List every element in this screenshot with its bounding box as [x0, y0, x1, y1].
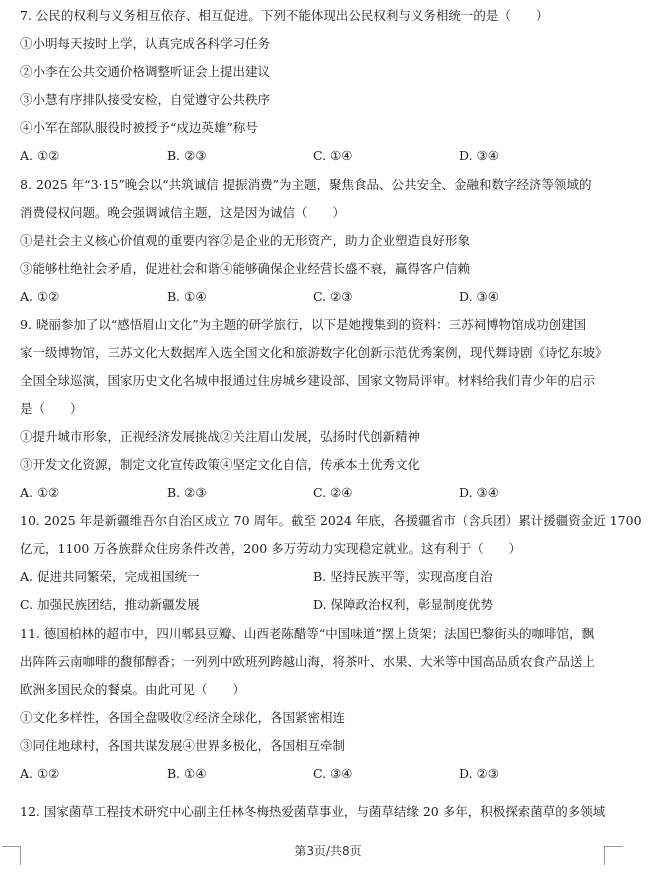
q11-stem-line-1: 11. 德国柏林的超市中，四川郫县豆瓣、山西老陈醋等“中国味道”摆上货架；法国巴黎街头的咖啡馆，飘: [20, 626, 595, 641]
q10-option-a: A. 促进共同繁荣，完成祖国统一: [20, 569, 200, 584]
q8-item-line-1: ①是社会主义核心价值观的重要内容②是企业的无形资产，助力企业塑造良好形象: [20, 233, 471, 248]
q8-option-d: D. ③④: [459, 289, 499, 304]
q11-stem-line-2: 出阵阵云南咖啡的馥郁醇香；一列列中欧班列跨越山海，将茶叶、水果、大米等中国高品质农食产品送上: [20, 654, 596, 669]
q9-stem-line-1: 9. 晓丽参加了以“感悟眉山文化”为主题的研学旅行，以下是她搜集到的资料：三苏祠博物馆成功创建国: [20, 317, 587, 332]
q9-stem-line-4: 是（ ）: [20, 401, 83, 416]
q7-item-2: ②小李在公共交通价格调整听证会上提出建议: [20, 64, 271, 79]
q10-stem-line-1: 10. 2025 年是新疆维吾尔自治区成立 70 周年。截至 2024 年底，各援疆省市（含兵团）累计援疆资金近 1700: [20, 513, 642, 528]
q7-option-b: B. ②③: [167, 148, 207, 163]
q9-item-line-1: ①提升城市形象，正视经济发展挑战②关注眉山发展，弘扬时代创新精神: [20, 429, 421, 444]
q12-stem-line-1: 12. 国家菌草工程技术研究中心副主任林冬梅热爱菌草事业，与菌草结缘 20 多年，积极探索菌草的多领域: [20, 804, 606, 819]
page-number: 第3页/共8页: [294, 844, 362, 858]
q9-stem-line-3: 全国全球巡演，国家历史文化名城申报通过住房城乡建设部、国家文物局评审。材料给我们青少年的启示: [20, 373, 596, 388]
q10-option-d: D. 保障政治权利，彰显制度优势: [313, 597, 494, 612]
q9-item-line-2: ③开发文化资源，制定文化宣传政策④坚定文化自信，传承本土优秀文化: [20, 457, 421, 472]
q9-option-a: A. ①②: [20, 485, 60, 500]
q11-item-line-1: ①文化多样性，各国全盘吸收②经济全球化，各国紧密相连: [20, 710, 346, 725]
q11-option-a: A. ①②: [20, 766, 60, 781]
q7-item-1: ①小明每天按时上学，认真完成各科学习任务: [20, 36, 271, 51]
q9-option-c: C. ②④: [313, 485, 353, 500]
q7-option-a: A. ①②: [20, 148, 60, 163]
q7-option-d: D. ③④: [459, 148, 499, 163]
q11-option-b: B. ①④: [167, 766, 207, 781]
q10-option-c: C. 加强民族团结，推动新疆发展: [20, 597, 200, 612]
q10-stem-line-2: 亿元，1100 万各族群众住房条件改善，200 多万劳动力实现稳定就业。这有利于（ ）: [20, 541, 522, 556]
q7-item-3: ③小慧有序排队接受安检，自觉遵守公共秩序: [20, 92, 271, 107]
q7-item-4: ④小军在部队服役时被授予“戍边英雄”称号: [20, 120, 258, 135]
q8-stem-line-2: 消费侵权问题。晚会强调诚信主题，这是因为诚信（ ）: [20, 205, 346, 220]
q8-option-a: A. ①②: [20, 289, 60, 304]
q10-option-b: B. 坚持民族平等，实现高度自治: [313, 569, 493, 584]
q9-stem-line-2: 家一级博物馆，三苏文化大数据库入选全国文化和旅游数字化创新示范优秀案例，现代舞诗剧《诗忆东坡》: [20, 345, 608, 360]
q8-stem-line-1: 8. 2025 年“3·15”晚会以“共筑诚信 提振消费”为主题，聚焦食品、公共安全、金融和数字经济等领域的: [20, 177, 592, 192]
q8-item-line-2: ③能够杜绝社会矛盾，促进社会和谐④能够确保企业经营长盛不衰，赢得客户信赖: [20, 261, 471, 276]
q11-option-d: D. ②③: [459, 766, 499, 781]
q7-option-c: C. ①④: [313, 148, 353, 163]
q11-option-c: C. ③④: [313, 766, 353, 781]
q9-option-b: B. ②③: [167, 485, 207, 500]
q11-item-line-2: ③同住地球村，各国共谋发展④世界多极化，各国相互牵制: [20, 738, 346, 753]
q7-stem: 7. 公民的权利与义务相互依存、相互促进。下列不能体现出公民权利与义务相统一的是（ ）: [20, 8, 549, 23]
q8-option-b: B. ①④: [167, 289, 207, 304]
q8-option-c: C. ②③: [313, 289, 353, 304]
q11-stem-line-3: 欧洲多国民众的餐桌。由此可见（ ）: [20, 682, 246, 697]
q9-option-d: D. ③④: [459, 485, 499, 500]
